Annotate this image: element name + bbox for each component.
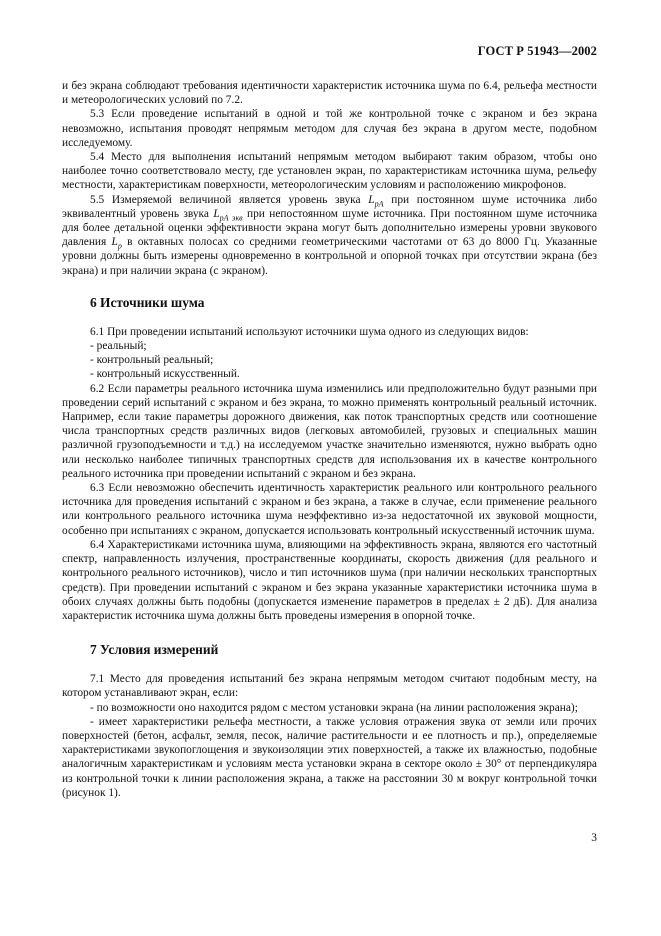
paragraph-6-4: 6.4 Характеристиками источника шума, влияющими на эффективность экрана, являются его частотный спектр, направленность излучения, пространственные координаты, скорость движения (для реального и контрольного реального источников), число и тип источников шума (при наличии нескольких транспортных средств). При проведении испытаний с экраном и без экрана указанные характеристики источника шума в обоих случаях должны быть подобны (допускается изменение параметров в пределах ± 2 дБ). Для анализа характеристик источника шума должны быть проведены измерения в опорной точке. bbox=[62, 538, 597, 622]
symbol-lp: $L_p$ bbox=[111, 236, 122, 251]
page-number: 3 bbox=[591, 832, 597, 844]
document-header: ГОСТ Р 51943—2002 bbox=[477, 44, 597, 58]
p55-text-d: в октавных полосах со средними геометрическими частотами от 63 до 8000 Гц. Указанные уровни должны быть измерены одновременно в контрольной и опорной точках при отсутствии экрана (без экрана) и при наличии экрана (с экраном). bbox=[62, 236, 597, 277]
paragraph-5-5 bbox=[62, 193, 597, 278]
paragraph-6-3: 6.3 Если невозможно обеспечить идентичность характеристик реального или контрольного реального источника для проведения испытаний с экраном и без экрана, а также в случае, если применение реального или контрольного реального источника шума неэффективно из-за недостаточной их звуковой мощности, особенно при испытаниях с экраном, допускается использовать контрольный искусственный источник шума. bbox=[62, 482, 597, 537]
list-item: - реальный; bbox=[90, 340, 147, 353]
list-item: - контрольный искусственный. bbox=[90, 368, 240, 381]
paragraph-7-1: 7.1 Место для проведения испытаний без экрана непрямым методом считают подобным месту, на котором устанавливают экран, если: bbox=[62, 673, 597, 700]
p55-text-a: 5.5 Измеряемой величиной является уровень звука bbox=[90, 193, 369, 206]
section-6-heading: 6 Источники шума bbox=[90, 294, 205, 310]
paragraph-5-3: 5.3 Если проведение испытаний в одной и той же контрольной точке с экраном и без экрана невозможно, испытания проводят непрямым методом для случая без экрана в другом месте, подобном исследуемому. bbox=[62, 108, 597, 149]
section-7-heading: 7 Условия измерений bbox=[90, 642, 219, 658]
paragraph-6-2: 6.2 Если параметры реального источника шума изменились или предположительно будут разными при проведении серий испытаний с экраном и без экрана, то можно применять контрольный реальный источник. Например, если такие параметры дорожного движения, как поток транспортных средств или соотношение числа транспортных средств различных видов (легковых автомобилей, грузовых и специальных машин различной грузоподъемности и т.д.) на исследуемом участке значительно изменяются, нужно выбрать одно или несколько наиболее типичных транспортных средств для использования их в качестве контрольного реального источника при проведении испытаний с экраном и без экрана. bbox=[62, 382, 597, 480]
paragraph-6-1: 6.1 При проведении испытаний используют источники шума одного из следующих видов: bbox=[90, 325, 529, 338]
paragraph-7-1-item-b: - имеет характеристики рельефа местности, а также условия отражения звука от земли или прочих поверхностей (бетон, асфальт, земля, песок, наличие растительности и ее плотность и пр.), определяемые характеристиками звукопоглощения и звукоизоляции этих поверхностей, а также их влажностью, подобные аналогичным характеристикам и условиям места установки экрана в секторе около ± 30° от перпендикуляра из контрольной точки к линии расположения экрана, а также на расстоянии 30 м вокруг контрольной точки (рисунок 1). bbox=[62, 715, 597, 799]
paragraph-7-1-item-a: - по возможности оно находится рядом с местом установки экрана (на линии расположения экрана); bbox=[90, 701, 578, 714]
document-body bbox=[62, 79, 597, 800]
p55-text-b: при постоянном шуме источника либо эквивалентный уровень звука bbox=[62, 193, 598, 220]
paragraph-5-4: 5.4 Место для выполнения испытаний непрямым методом выбирают таким образом, чтобы оно наиболее точно соответствовало месту, где установлен экран, по характеристикам источника шума, рельефу местности, характеристикам поверхности, метеорологическим условиям и расположению микрофонов. bbox=[62, 151, 597, 192]
symbol-lpa-ekv: $L_{pA экв}$ bbox=[213, 207, 243, 223]
paragraph-continuation: и без экрана соблюдают требования идентичности характеристик источника шума по 6.4, рельефа местности и метеорологических условий по 7.2. bbox=[62, 80, 597, 107]
p55-text-c: при непостоянном шуме источника. При постоянном шуме источника для более детальной оценки эффективности экрана могут быть дополнительно измерены уровни звукового давления bbox=[62, 207, 598, 249]
symbol-lpa: $L_{pA}$ bbox=[368, 193, 384, 208]
list-item: - контрольный реальный; bbox=[90, 354, 214, 367]
